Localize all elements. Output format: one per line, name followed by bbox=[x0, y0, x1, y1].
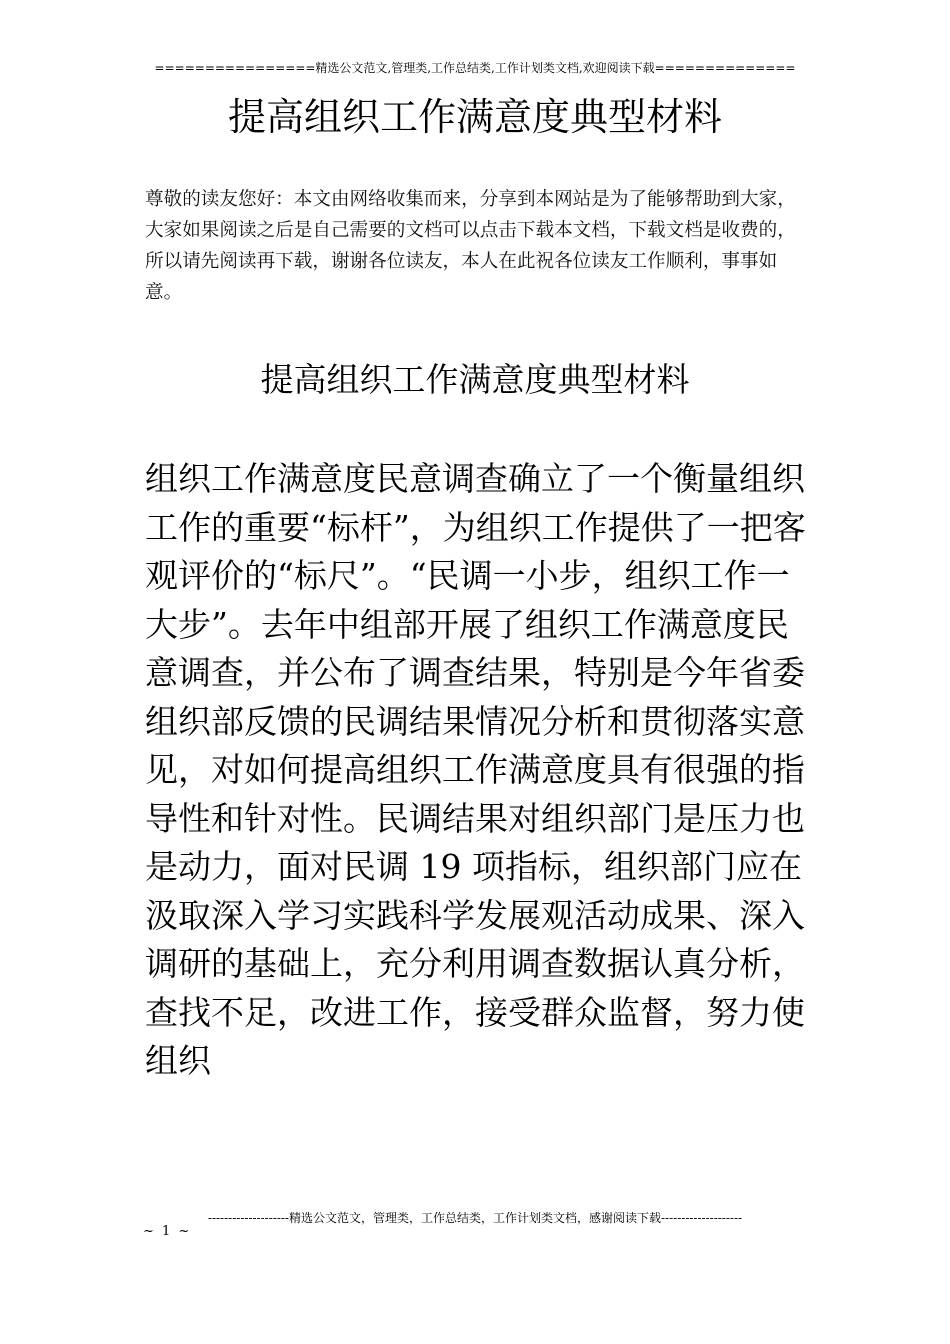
page-footer: --------------------精选公文范文，管理类，工作总结类，工作计划类文档，感谢阅读下载-------------------- bbox=[207, 1211, 743, 1225]
page-header: ================精选公文范文,管理类,工作总结类,工作计划类文档,欢迎阅读下载============== bbox=[154, 61, 796, 75]
document-subtitle: 提高组织工作满意度典型材料 bbox=[260, 360, 690, 399]
body-paragraph: 组织工作满意度民意调查确立了一个衡量组织工作的重要“标杆”，为组织工作提供了一把客观评价的“标尺”。“民调一小步，组织工作一大步”。去年中组部开展了组织工作满意度民意调查，并公布了调查结果，特别是今年省委组织部反馈的民调结果情况分析和贯彻落实意见，对如何提高组织工作满意度具有很强的指导性和针对性。民调结果对组织部门是压力也是动力，面对民调 19 项指标，组织部门应在汲取深入学习实践科学发展观活动成果、深入调研的基础上，充分利用调查数据认真分析，查找不足，改进工作，接受群众监督，努力使组织 bbox=[145, 459, 806, 1080]
reader-notice: 尊敬的读友您好：本文由网络收集而来，分享到本网站是为了能够帮助到大家，大家如果阅读之后是自己需要的文档可以点击下载本文档，下载文档是收费的，所以请先阅读再下载，谢谢各位读友，本人在此祝各位读友工作顺利，事事如意。 bbox=[145, 189, 796, 303]
document-title: 提高组织工作满意度典型材料 bbox=[227, 95, 722, 139]
page-number: ~ 1 ~ bbox=[143, 1224, 192, 1239]
